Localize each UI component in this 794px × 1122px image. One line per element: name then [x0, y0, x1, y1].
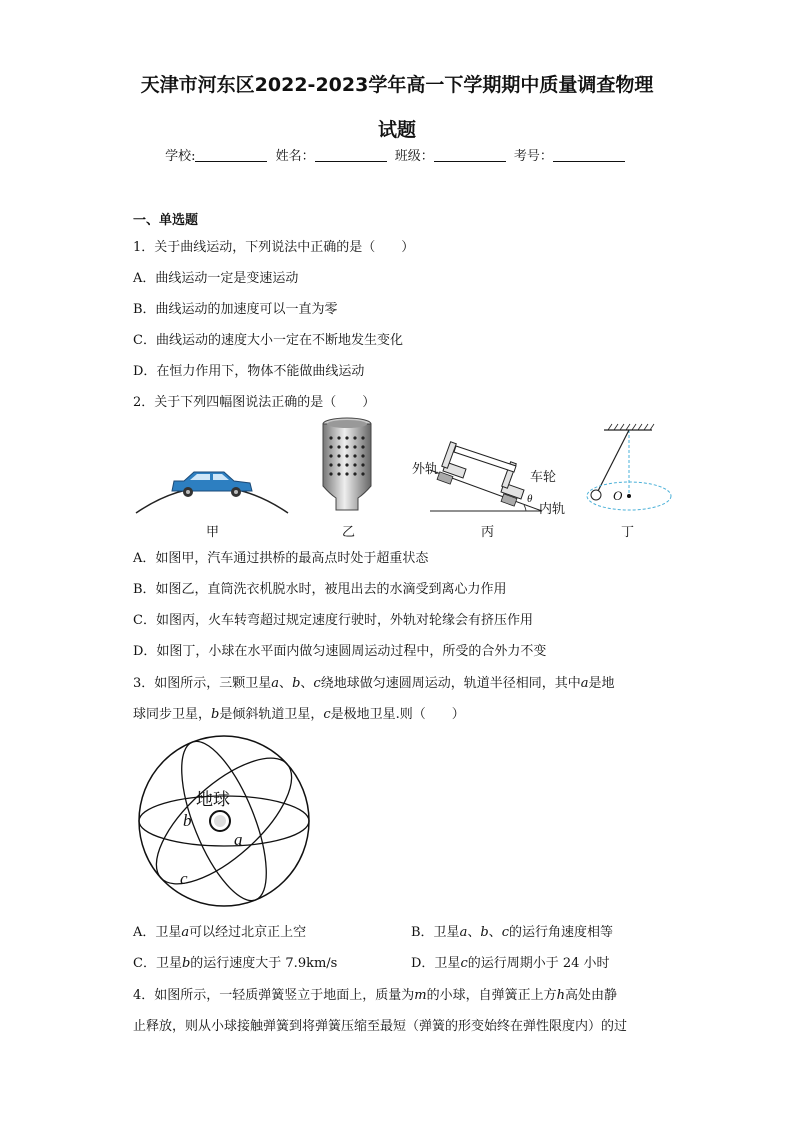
name-label: 姓名：: [275, 149, 315, 164]
earth-label: 地球: [196, 790, 230, 810]
figure-ding-conical-pendulum: [580, 420, 680, 518]
q2-option-a: A．如图甲，汽车通过拱桥的最高点时处于超重状态: [133, 551, 429, 566]
q2-stem: 2．关于下列四幅图说法正确的是（ ）: [133, 395, 376, 410]
document-title-line2: 试题: [377, 119, 416, 141]
q2-option-b: B．如图乙，直筒洗衣机脱水时，被甩出去的水滴受到离心力作用: [133, 582, 507, 597]
orbit-b-label: b: [183, 811, 192, 830]
orbit-c-label: c: [180, 869, 188, 888]
label-wheel: 车轮: [530, 470, 557, 485]
q4-stem-line2: 止释放，则从小球接触弹簧到将弹簧压缩至最短（弹簧的形变始终在弹性限度内）的过: [133, 1019, 628, 1034]
orbit-a-label: a: [234, 830, 243, 849]
q3-stem-line1: 3．如图所示，三颗卫星a、b、c绕地球做匀速圆周运动，轨道半径相同，其中a是地: [133, 676, 615, 691]
q3-option-c: C．卫星b的运行速度大于 7.9km/s: [133, 956, 338, 971]
center-o-label: O: [613, 488, 623, 503]
q3-option-a: A．卫星a可以经过北京正上空: [133, 925, 307, 940]
q4-stem-line1: 4．如图所示，一轻质弹簧竖立于地面上，质量为m的小球，自弹簧正上方h高处由静: [133, 988, 618, 1003]
q3-stem-line2: 球同步卫星，b是倾斜轨道卫星，c是极地卫星.则（ ）: [133, 707, 465, 722]
figure-caption-jia: 甲: [206, 525, 220, 540]
label-outer-rail: 外轨: [412, 462, 439, 477]
figure-satellite-orbits: [134, 734, 316, 910]
q1-option-b: B．曲线运动的加速度可以一直为零: [133, 302, 338, 317]
figure-yi-washer-drum: [316, 416, 378, 516]
figure-caption-ding: 丁: [621, 525, 635, 540]
q2-option-c: C．如图丙，火车转弯超过规定速度行驶时，外轨对轮缘会有挤压作用: [133, 613, 533, 628]
q1-stem: 1．关于曲线运动，下列说法中正确的是（ ）: [133, 240, 415, 255]
document-title-line1: 天津市河东区2022-2023学年高一下学期期中质量调查物理: [140, 74, 654, 96]
exam-number-label: 考号：: [513, 149, 553, 164]
figure-caption-yi: 乙: [342, 525, 356, 540]
q2-option-d: D．如图丁，小球在水平面内做匀速圆周运动过程中，所受的合外力不变: [133, 644, 547, 659]
name-blank: [315, 148, 387, 162]
q3-option-d: D．卫星c的运行周期小于 24 小时: [411, 956, 610, 971]
class-blank: [434, 148, 506, 162]
class-label: 班级：: [394, 149, 434, 164]
section-heading: 一、单选题: [133, 213, 199, 228]
q3-option-b: B．卫星a、b、c的运行角速度相等: [411, 925, 613, 940]
q1-option-c: C．曲线运动的速度大小一定在不断地发生变化: [133, 333, 403, 348]
exam-number-blank: [553, 148, 625, 162]
label-inner-rail: 内轨: [539, 502, 566, 517]
school-blank: [195, 148, 267, 162]
school-label: 学校:: [165, 149, 196, 164]
student-info-fields: [0, 145, 794, 164]
figure-jia-car-bridge: [132, 455, 292, 517]
figure-caption-bing: 丙: [481, 525, 495, 540]
q1-option-a: A．曲线运动一定是变速运动: [133, 271, 299, 286]
theta-label: θ: [527, 493, 533, 505]
q1-option-d: D．在恒力作用下，物体不能做曲线运动: [133, 364, 365, 379]
